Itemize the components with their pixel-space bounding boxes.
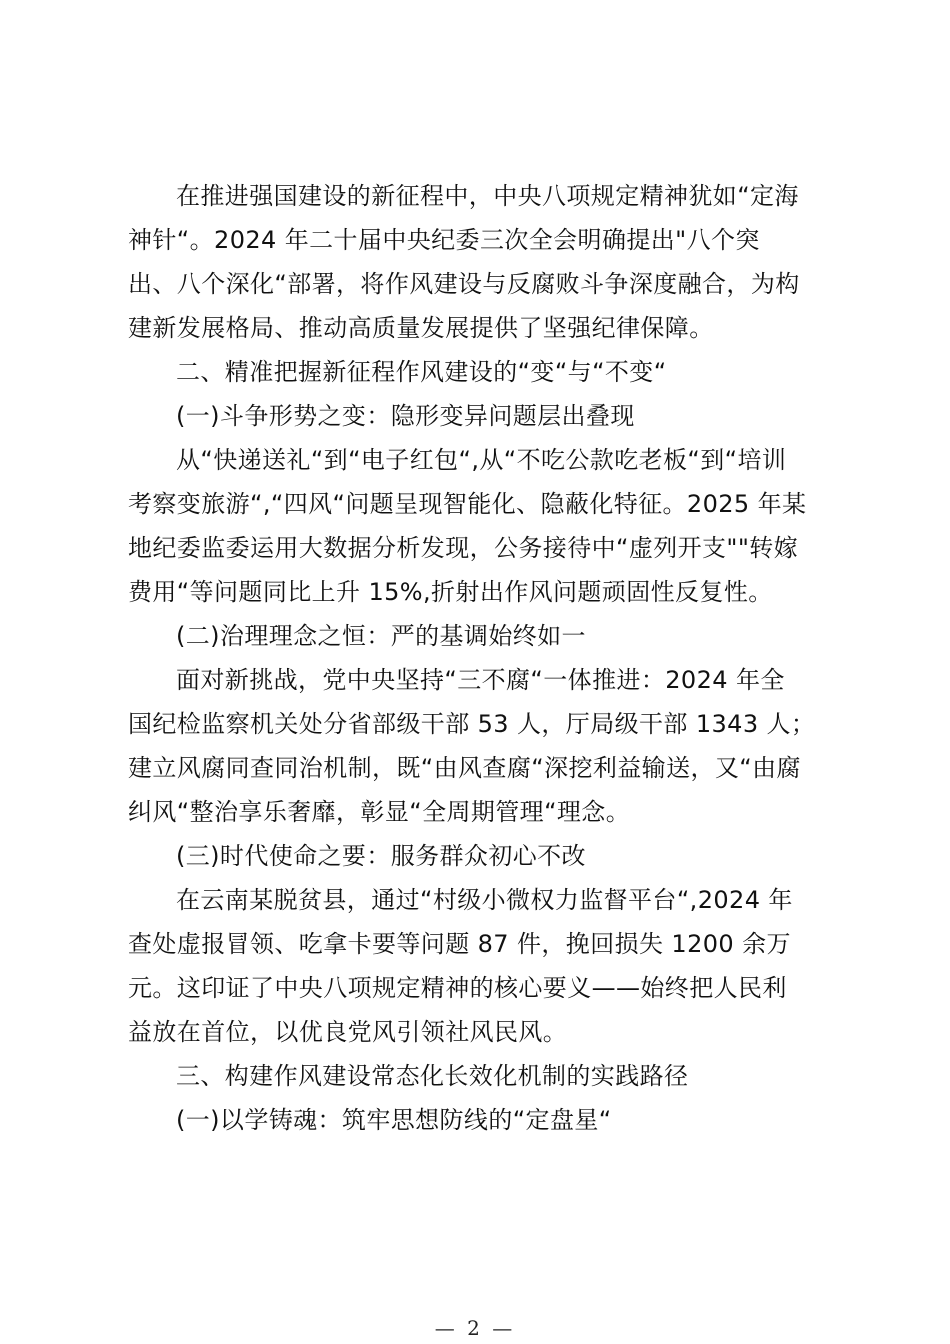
paragraph-line: 元。这印证了中央八项规定精神的核心要义——始终把人民利 xyxy=(128,974,787,1002)
paragraph-line: 国纪检监察机关处分省部级干部 53 人，厅局级干部 1343 人； xyxy=(128,710,816,738)
paragraph-line: 地纪委监委运用大数据分析发现，公务接待中“虚列开支""转嫁 xyxy=(128,534,799,562)
paragraph-line: 考察变旅游“,“四风“问题呈现智能化、隐蔽化特征。2025 年某 xyxy=(128,490,807,518)
subsection-heading: (二)治理理念之恒：严的基调始终如一 xyxy=(176,622,586,650)
paragraph-line: 神针“。2024 年二十届中央纪委三次全会明确提出"八个突 xyxy=(128,226,760,254)
page-number: — 2 — xyxy=(434,1316,516,1340)
document-body xyxy=(128,174,830,1142)
paragraph-line: 从“快递送礼“到“电子红包“,从“不吃公款吃老板“到“培训 xyxy=(176,446,787,474)
paragraph-line: 费用“等问题同比上升 15%,折射出作风问题顽固性反复性。 xyxy=(128,578,773,606)
paragraph-line: 建立风腐同查同治机制，既“由风查腐“深挖利益输送，又“由腐 xyxy=(128,754,801,782)
paragraph-line: 在推进强国建设的新征程中，中央八项规定精神犹如“定海 xyxy=(176,182,799,210)
subsection-heading: (三)时代使命之要：服务群众初心不改 xyxy=(176,842,586,870)
subsection-heading: (一)以学铸魂：筑牢思想防线的“定盘星“ xyxy=(176,1106,612,1134)
paragraph-line: 面对新挑战，党中央坚持“三不腐“一体推进：2024 年全 xyxy=(176,666,785,694)
section-heading: 二、精准把握新征程作风建设的“变“与“不变“ xyxy=(176,358,667,386)
paragraph-line: 在云南某脱贫县，通过“村级小微权力监督平台“,2024 年 xyxy=(176,886,793,914)
paragraph-line: 纠风“整治享乐奢靡，彰显“全周期管理“理念。 xyxy=(128,798,631,826)
paragraph-line: 查处虚报冒领、吃拿卡要等问题 87 件，挽回损失 1200 余万 xyxy=(128,930,791,958)
paragraph-line: 益放在首位，以优良党风引领社风民风。 xyxy=(128,1018,568,1046)
section-heading: 三、构建作风建设常态化长效化机制的实践路径 xyxy=(176,1062,689,1090)
paragraph-line: 出、八个深化“部署，将作风建设与反腐败斗争深度融合，为构 xyxy=(128,270,800,298)
subsection-heading: (一)斗争形势之变：隐形变异问题层出叠现 xyxy=(176,402,635,430)
paragraph-line: 建新发展格局、推动高质量发展提供了坚强纪律保障。 xyxy=(128,314,714,342)
